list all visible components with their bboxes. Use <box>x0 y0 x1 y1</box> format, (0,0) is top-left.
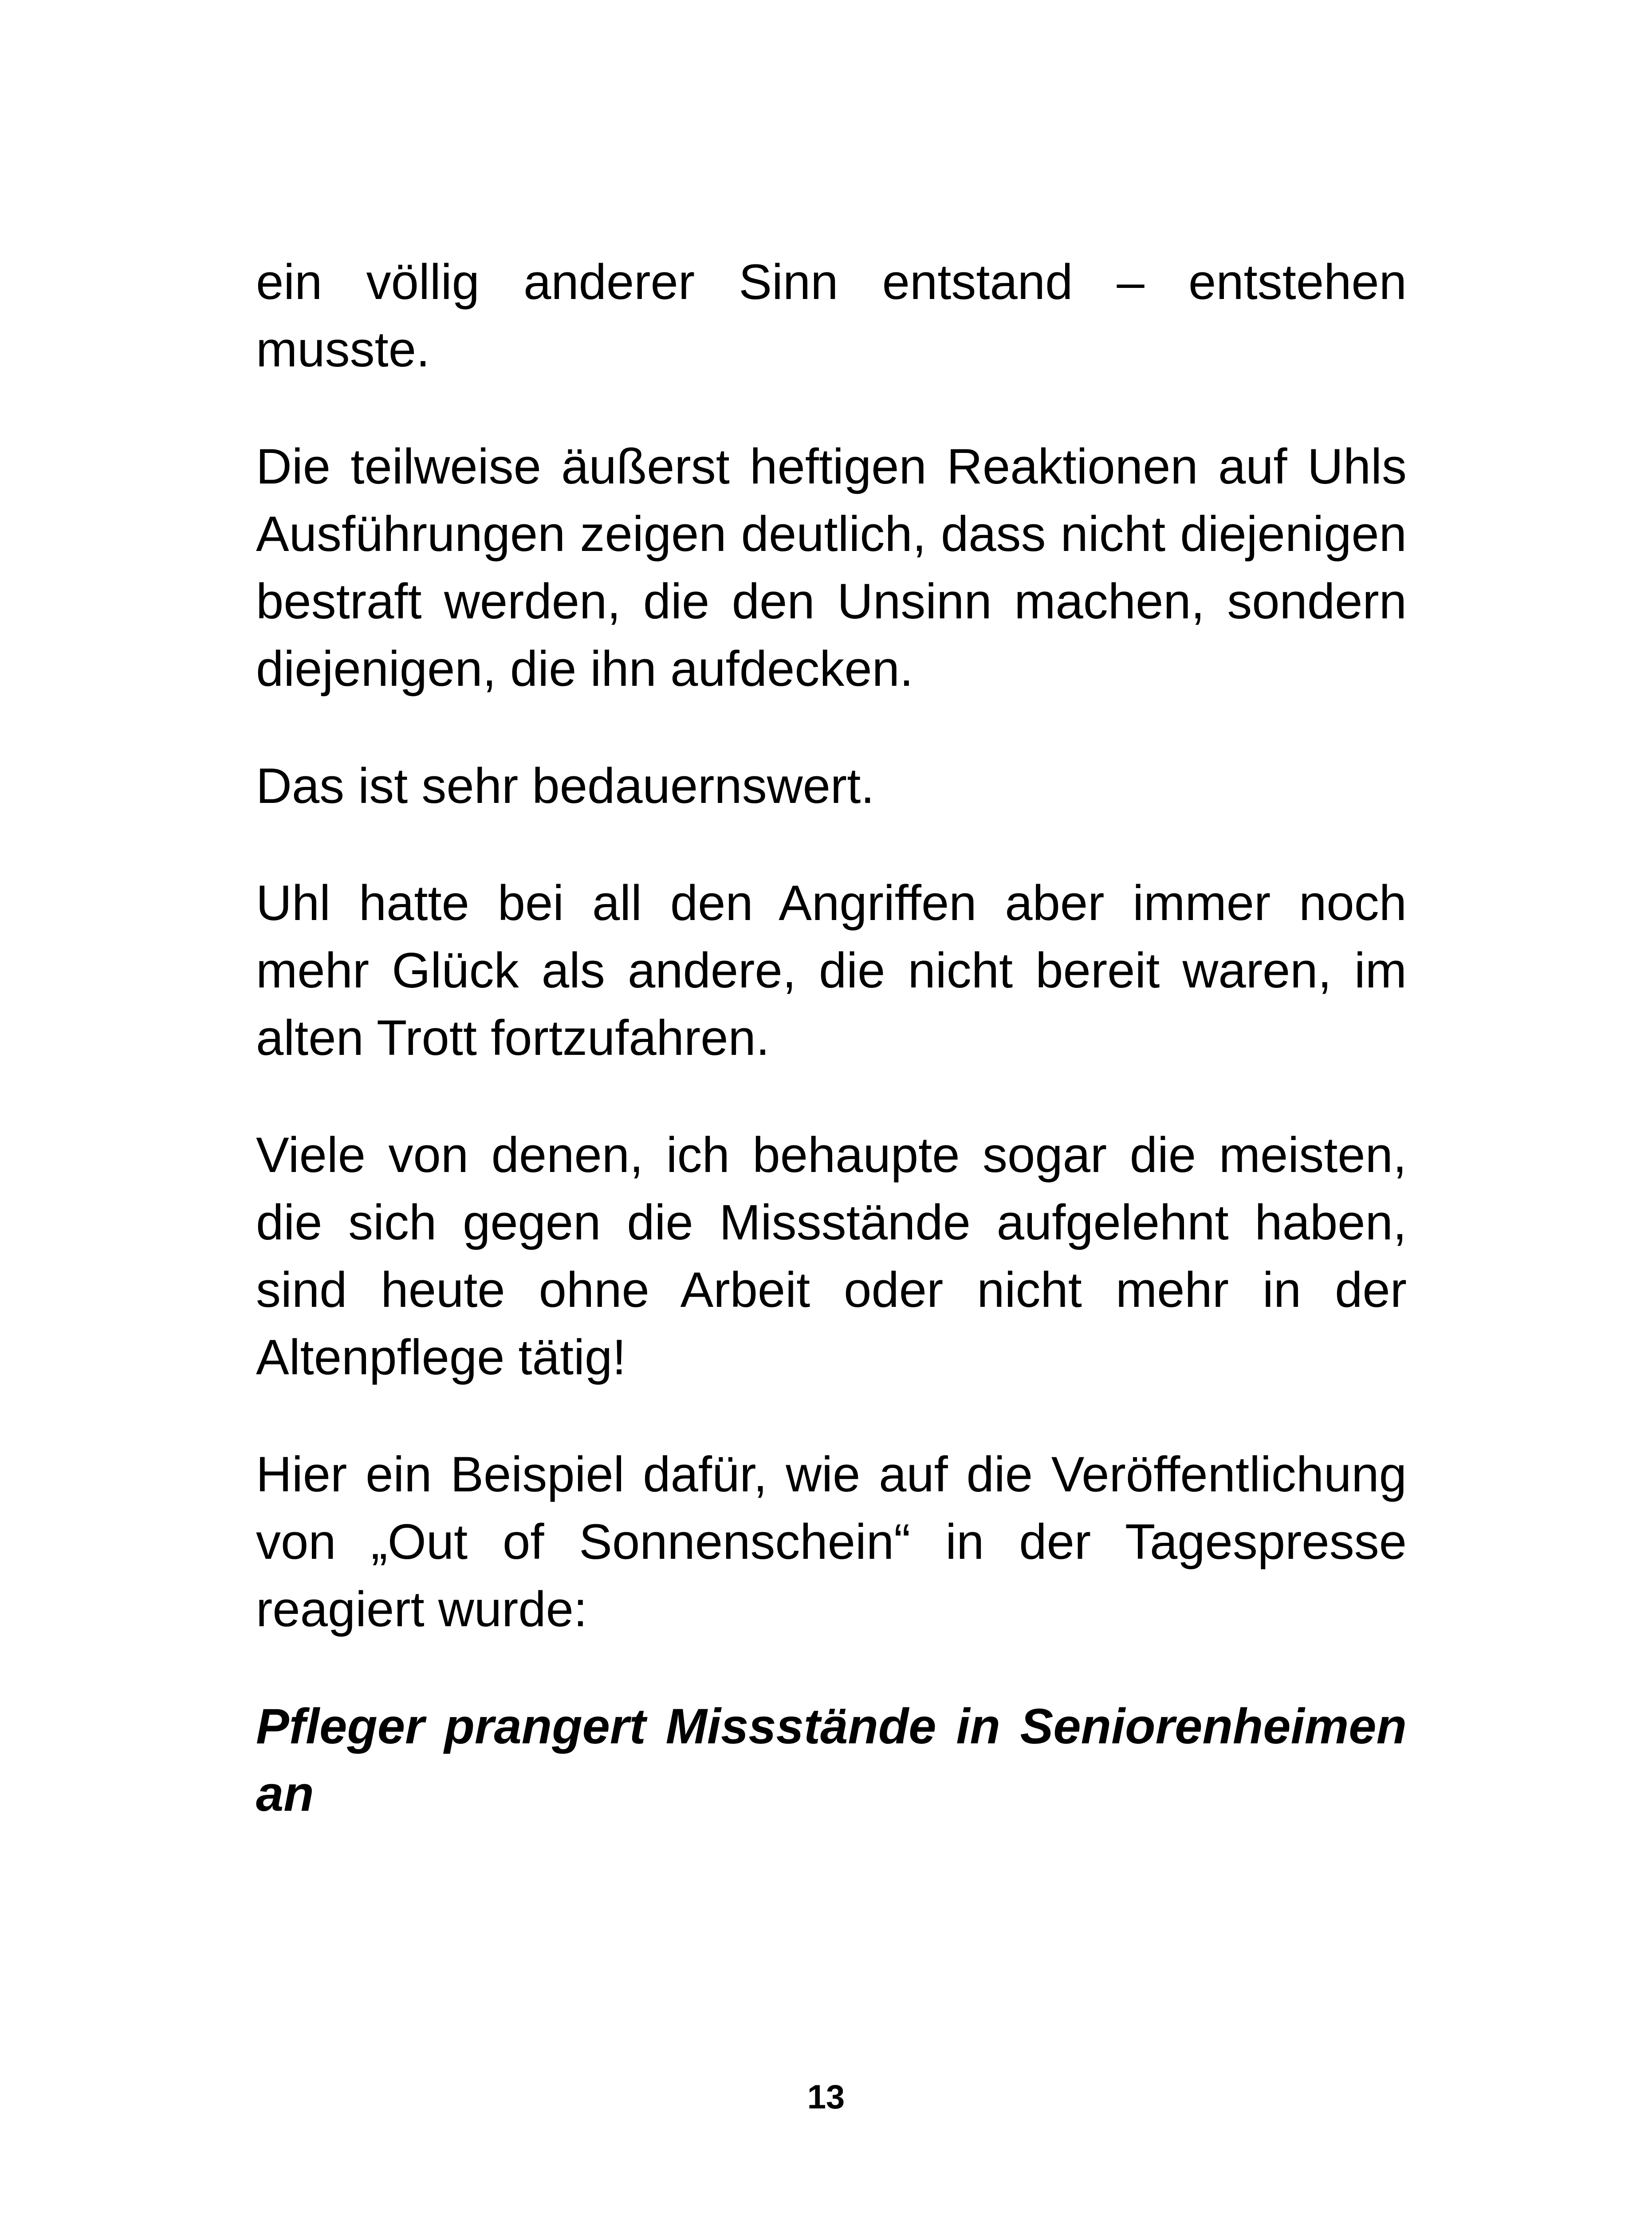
paragraph-4: Uhl hatte bei all den Angriffen aber immer noch mehr Glück als andere, die nicht bereit waren, im alten Trott fortzufahren. <box>256 875 1407 1066</box>
paragraph-5: Viele von denen, ich behaupte sogar die meisten, die sich gegen die Missstände aufgelehnt haben, sind heute ohne Arbeit oder nicht mehr in der Altenpflege tätig! <box>256 1127 1407 1385</box>
paragraph-3: Das ist sehr bedauernswert. <box>256 758 875 814</box>
paragraph-6: Hier ein Beispiel dafür, wie auf die Veröffentlichung von „Out of Sonnenschein“ in der Tagespresse reagiert wurde: <box>256 1447 1407 1637</box>
article-heading: Pfleger prangert Missstände in Seniorenheimen an <box>256 1699 1407 1821</box>
paragraph-2: Die teilweise äußerst heftigen Reaktionen auf Uhls Ausführungen zeigen deutlich, dass nicht diejenigen bestraft werden, die den Unsinn machen, sondern diejenigen, die ihn aufdecken. <box>256 439 1407 696</box>
page-number: 13 <box>807 2078 845 2116</box>
paragraph-1: ein völlig anderer Sinn entstand – entstehen musste. <box>256 254 1407 377</box>
body-text <box>256 248 1407 1828</box>
